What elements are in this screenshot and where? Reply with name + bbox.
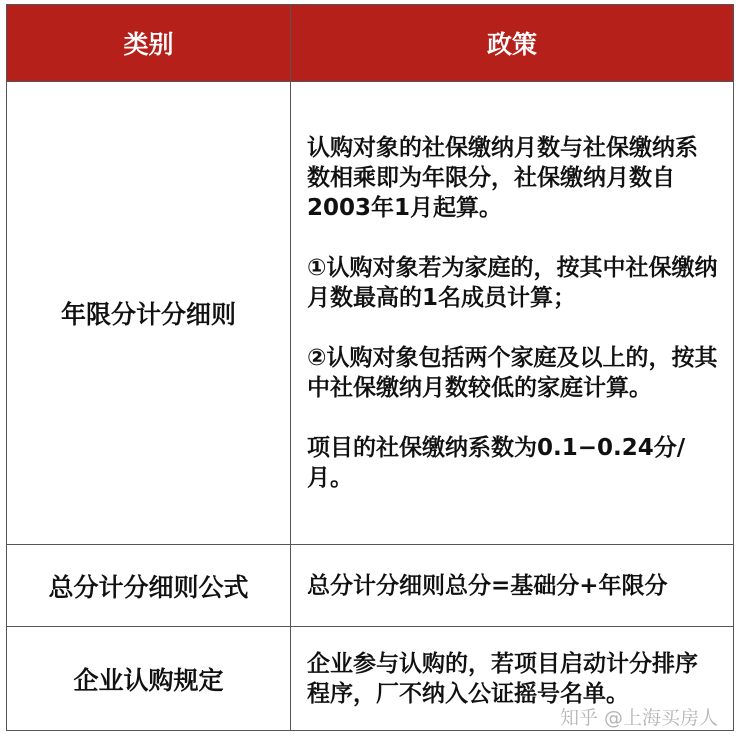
- policy-cell: [291, 82, 734, 545]
- table-header-row: [7, 5, 734, 82]
- policy-paragraph: 企业参与认购的，若项目启动计分排序程序，厂不纳入公证摇号名单。: [307, 650, 698, 707]
- category-cell: 企业认购规定: [7, 627, 291, 731]
- policy-cell: [291, 545, 734, 627]
- table-row: [7, 82, 734, 545]
- policy-paragraph: 认购对象的社保缴纳月数与社保缴纳系数相乘即为年限分，社保缴纳月数自2003年1月起算。: [307, 135, 698, 221]
- policy-paragraph: 总分计分细则总分=基础分+年限分: [307, 572, 668, 599]
- policy-table: [6, 4, 734, 731]
- watermark: 知乎 @上海买房人: [559, 707, 718, 729]
- policy-paragraph: 项目的社保缴纳系数为0.1−0.24分/月。: [307, 435, 686, 491]
- category-cell: 总分计分细则公式: [7, 545, 291, 627]
- header-policy: 政策: [291, 5, 734, 82]
- policy-paragraph: ②认购对象包括两个家庭及以上的，按其中社保缴纳月数较低的家庭计算。: [307, 345, 718, 401]
- header-category: 类别: [7, 5, 291, 82]
- category-cell: 年限分计分细则: [7, 82, 291, 545]
- policy-paragraph: ①认购对象若为家庭的，按其中社保缴纳月数最高的1名成员计算；: [307, 255, 718, 311]
- table-row: [7, 545, 734, 627]
